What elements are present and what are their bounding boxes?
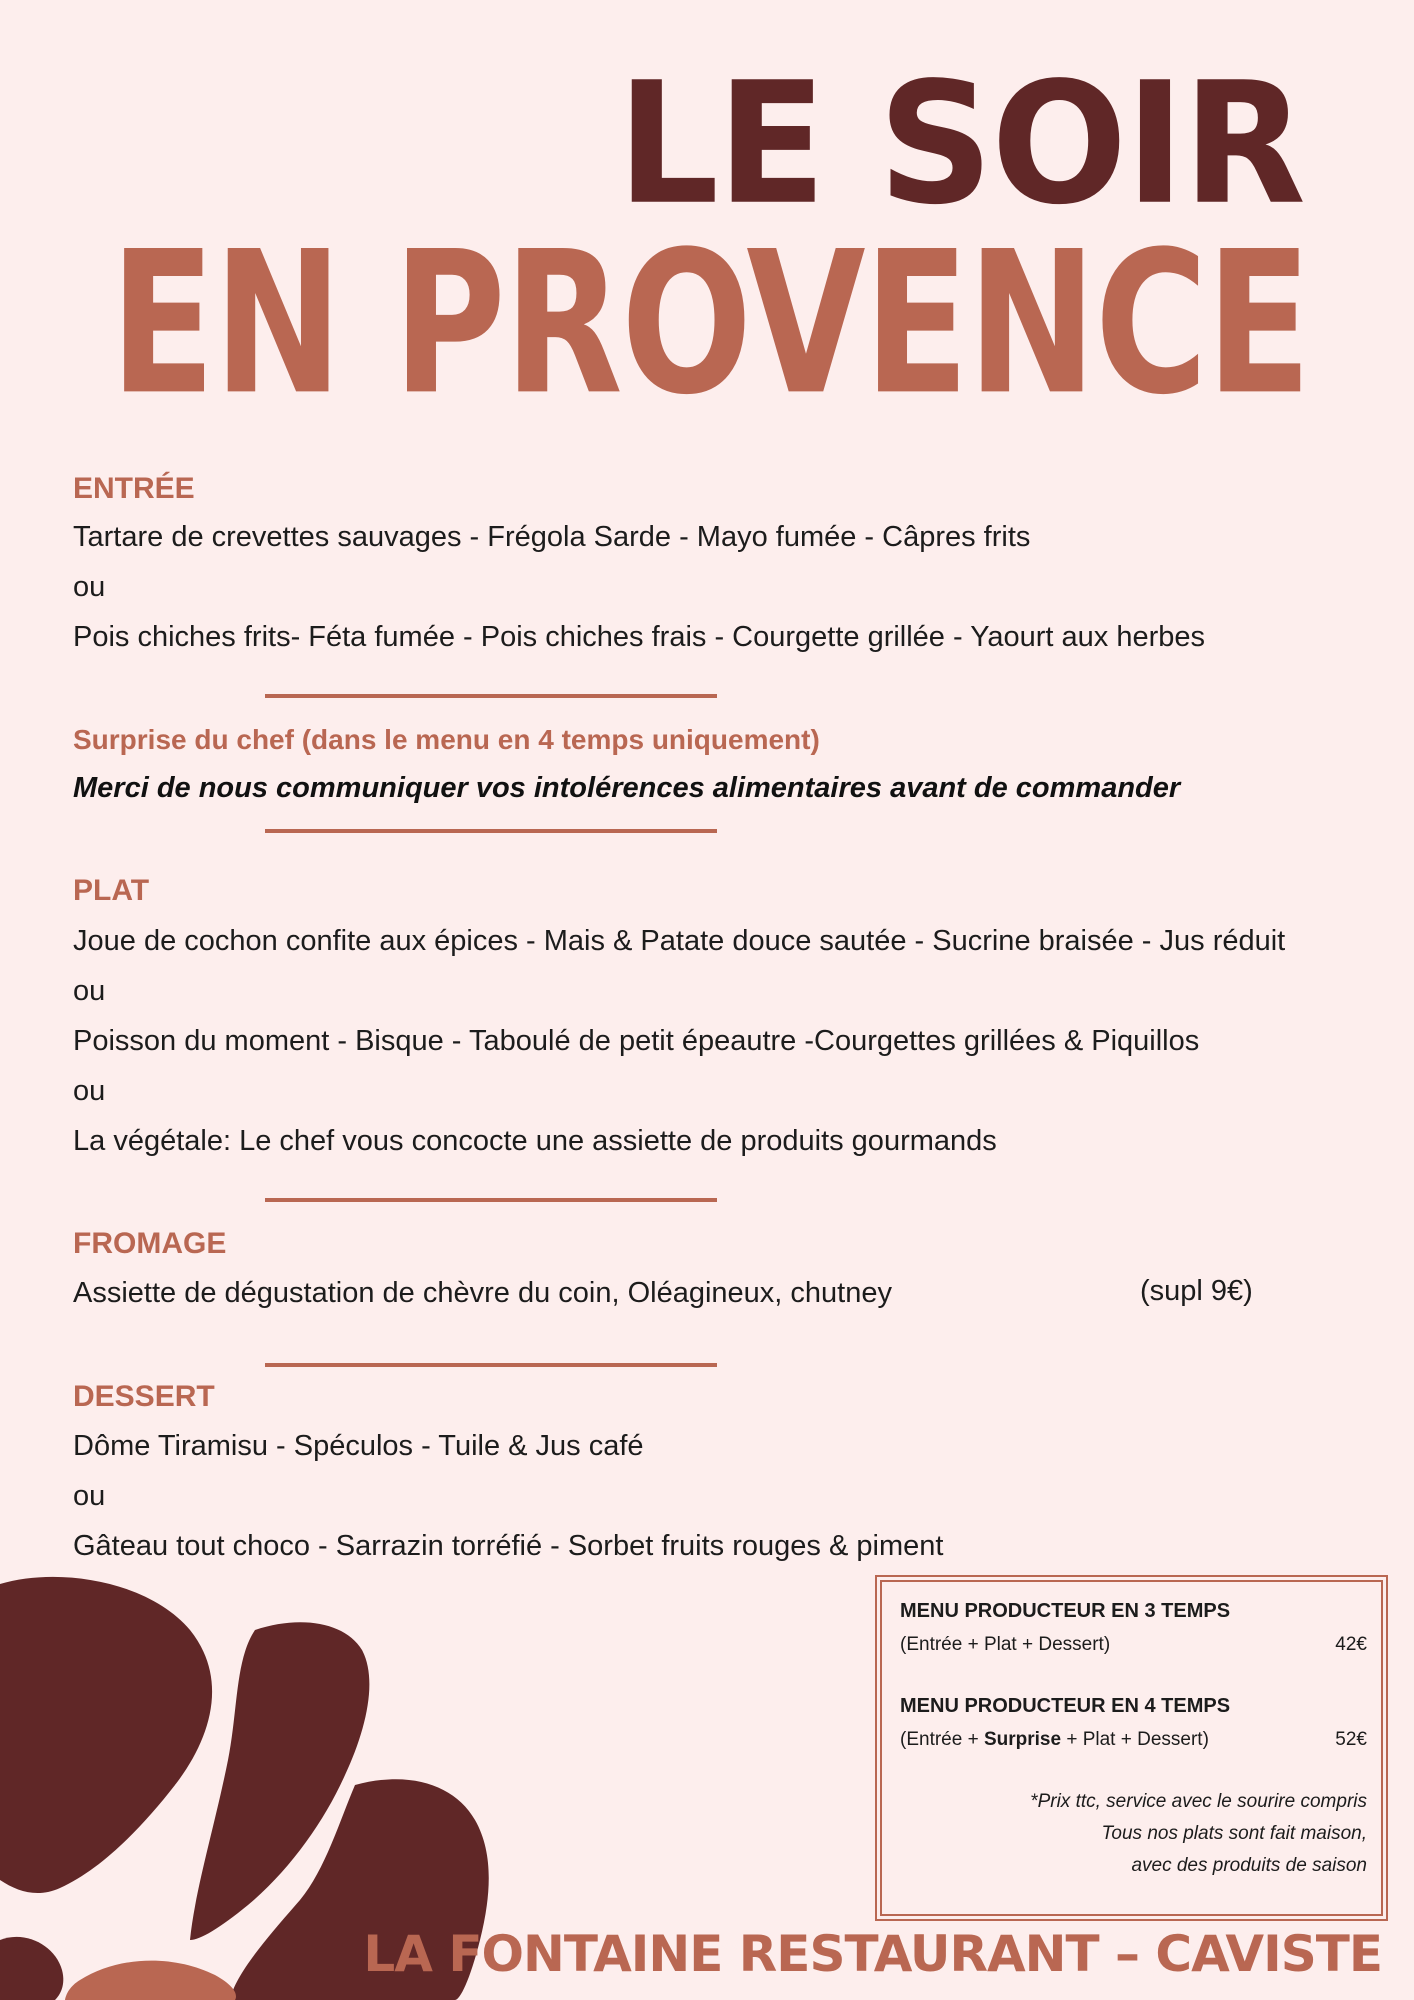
menu-4-price: 52€ bbox=[1335, 1729, 1367, 1750]
menu-4-detail-surprise: Surprise bbox=[983, 1729, 1062, 1750]
plat-option-2: Poisson du moment - Bisque - Taboulé de petit épeautre -Courgettes grillées & Piquillos bbox=[73, 1025, 1200, 1057]
price-note-3: avec des produits de saison bbox=[1131, 1855, 1367, 1876]
restaurant-name: LA FONTAINE RESTAURANT – CAVISTE bbox=[363, 1925, 1382, 1983]
menu-3-title: MENU PRODUCTEUR EN 3 TEMPS bbox=[900, 1600, 1231, 1622]
plat-option-1: Joue de cochon confite aux épices - Mais & Patate douce sautée - Sucrine braisée - Jus réduit bbox=[73, 925, 1286, 957]
menu-3-price: 42€ bbox=[1335, 1634, 1367, 1655]
entree-or: ou bbox=[73, 571, 106, 603]
title-line-2: EN PROVENCE bbox=[110, 208, 1310, 438]
entree-title: ENTRÉE bbox=[73, 472, 195, 505]
fromage-supplement: (supl 9€) bbox=[1140, 1275, 1253, 1307]
fromage-title: FROMAGE bbox=[73, 1227, 227, 1260]
surprise-title: Surprise du chef (dans le menu en 4 temps uniquement) bbox=[73, 724, 820, 755]
fromage-option-1: Assiette de dégustation de chèvre du coin, Oléagineux, chutney bbox=[73, 1277, 892, 1309]
dessert-or: ou bbox=[73, 1480, 106, 1512]
price-note-1: *Prix ttc, service avec le sourire compris bbox=[1030, 1791, 1367, 1812]
allergy-note: Merci de nous communiquer vos intolérences alimentaires avant de commander bbox=[73, 772, 1181, 804]
divider bbox=[265, 1363, 717, 1367]
entree-option-1: Tartare de crevettes sauvages - Frégola Sarde - Mayo fumée - Câpres frits bbox=[73, 521, 1031, 553]
dessert-option-1: Dôme Tiramisu - Spéculos - Tuile & Jus café bbox=[73, 1430, 644, 1462]
plat-option-3: La végétale: Le chef vous concocte une assiette de produits gourmands bbox=[73, 1125, 997, 1157]
plat-or-1: ou bbox=[73, 975, 106, 1007]
menu-4-title: MENU PRODUCTEUR EN 4 TEMPS bbox=[900, 1695, 1231, 1717]
divider bbox=[265, 829, 717, 833]
price-box bbox=[880, 1580, 1383, 1916]
plat-or-2: ou bbox=[73, 1075, 106, 1107]
divider bbox=[265, 694, 717, 698]
menu-3-detail: (Entrée + Plat + Dessert) bbox=[900, 1634, 1111, 1655]
dessert-option-2: Gâteau tout choco - Sarrazin torréfié - Sorbet fruits rouges & piment bbox=[73, 1530, 944, 1562]
plat-title: PLAT bbox=[73, 874, 150, 907]
entree-option-2: Pois chiches frits- Féta fumée - Pois chiches frais - Courgette grillée - Yaourt aux herbes bbox=[73, 621, 1206, 653]
title-line-1: LE SOIR bbox=[617, 45, 1304, 242]
menu-4-detail bbox=[900, 1729, 1209, 1751]
menu-4-detail-end: + Plat + Dessert) bbox=[1061, 1729, 1209, 1750]
dessert-title: DESSERT bbox=[73, 1380, 215, 1413]
divider bbox=[265, 1198, 717, 1202]
menu-4-detail-start: (Entrée + bbox=[900, 1729, 984, 1750]
price-note-2: Tous nos plats sont fait maison, bbox=[1101, 1823, 1367, 1844]
